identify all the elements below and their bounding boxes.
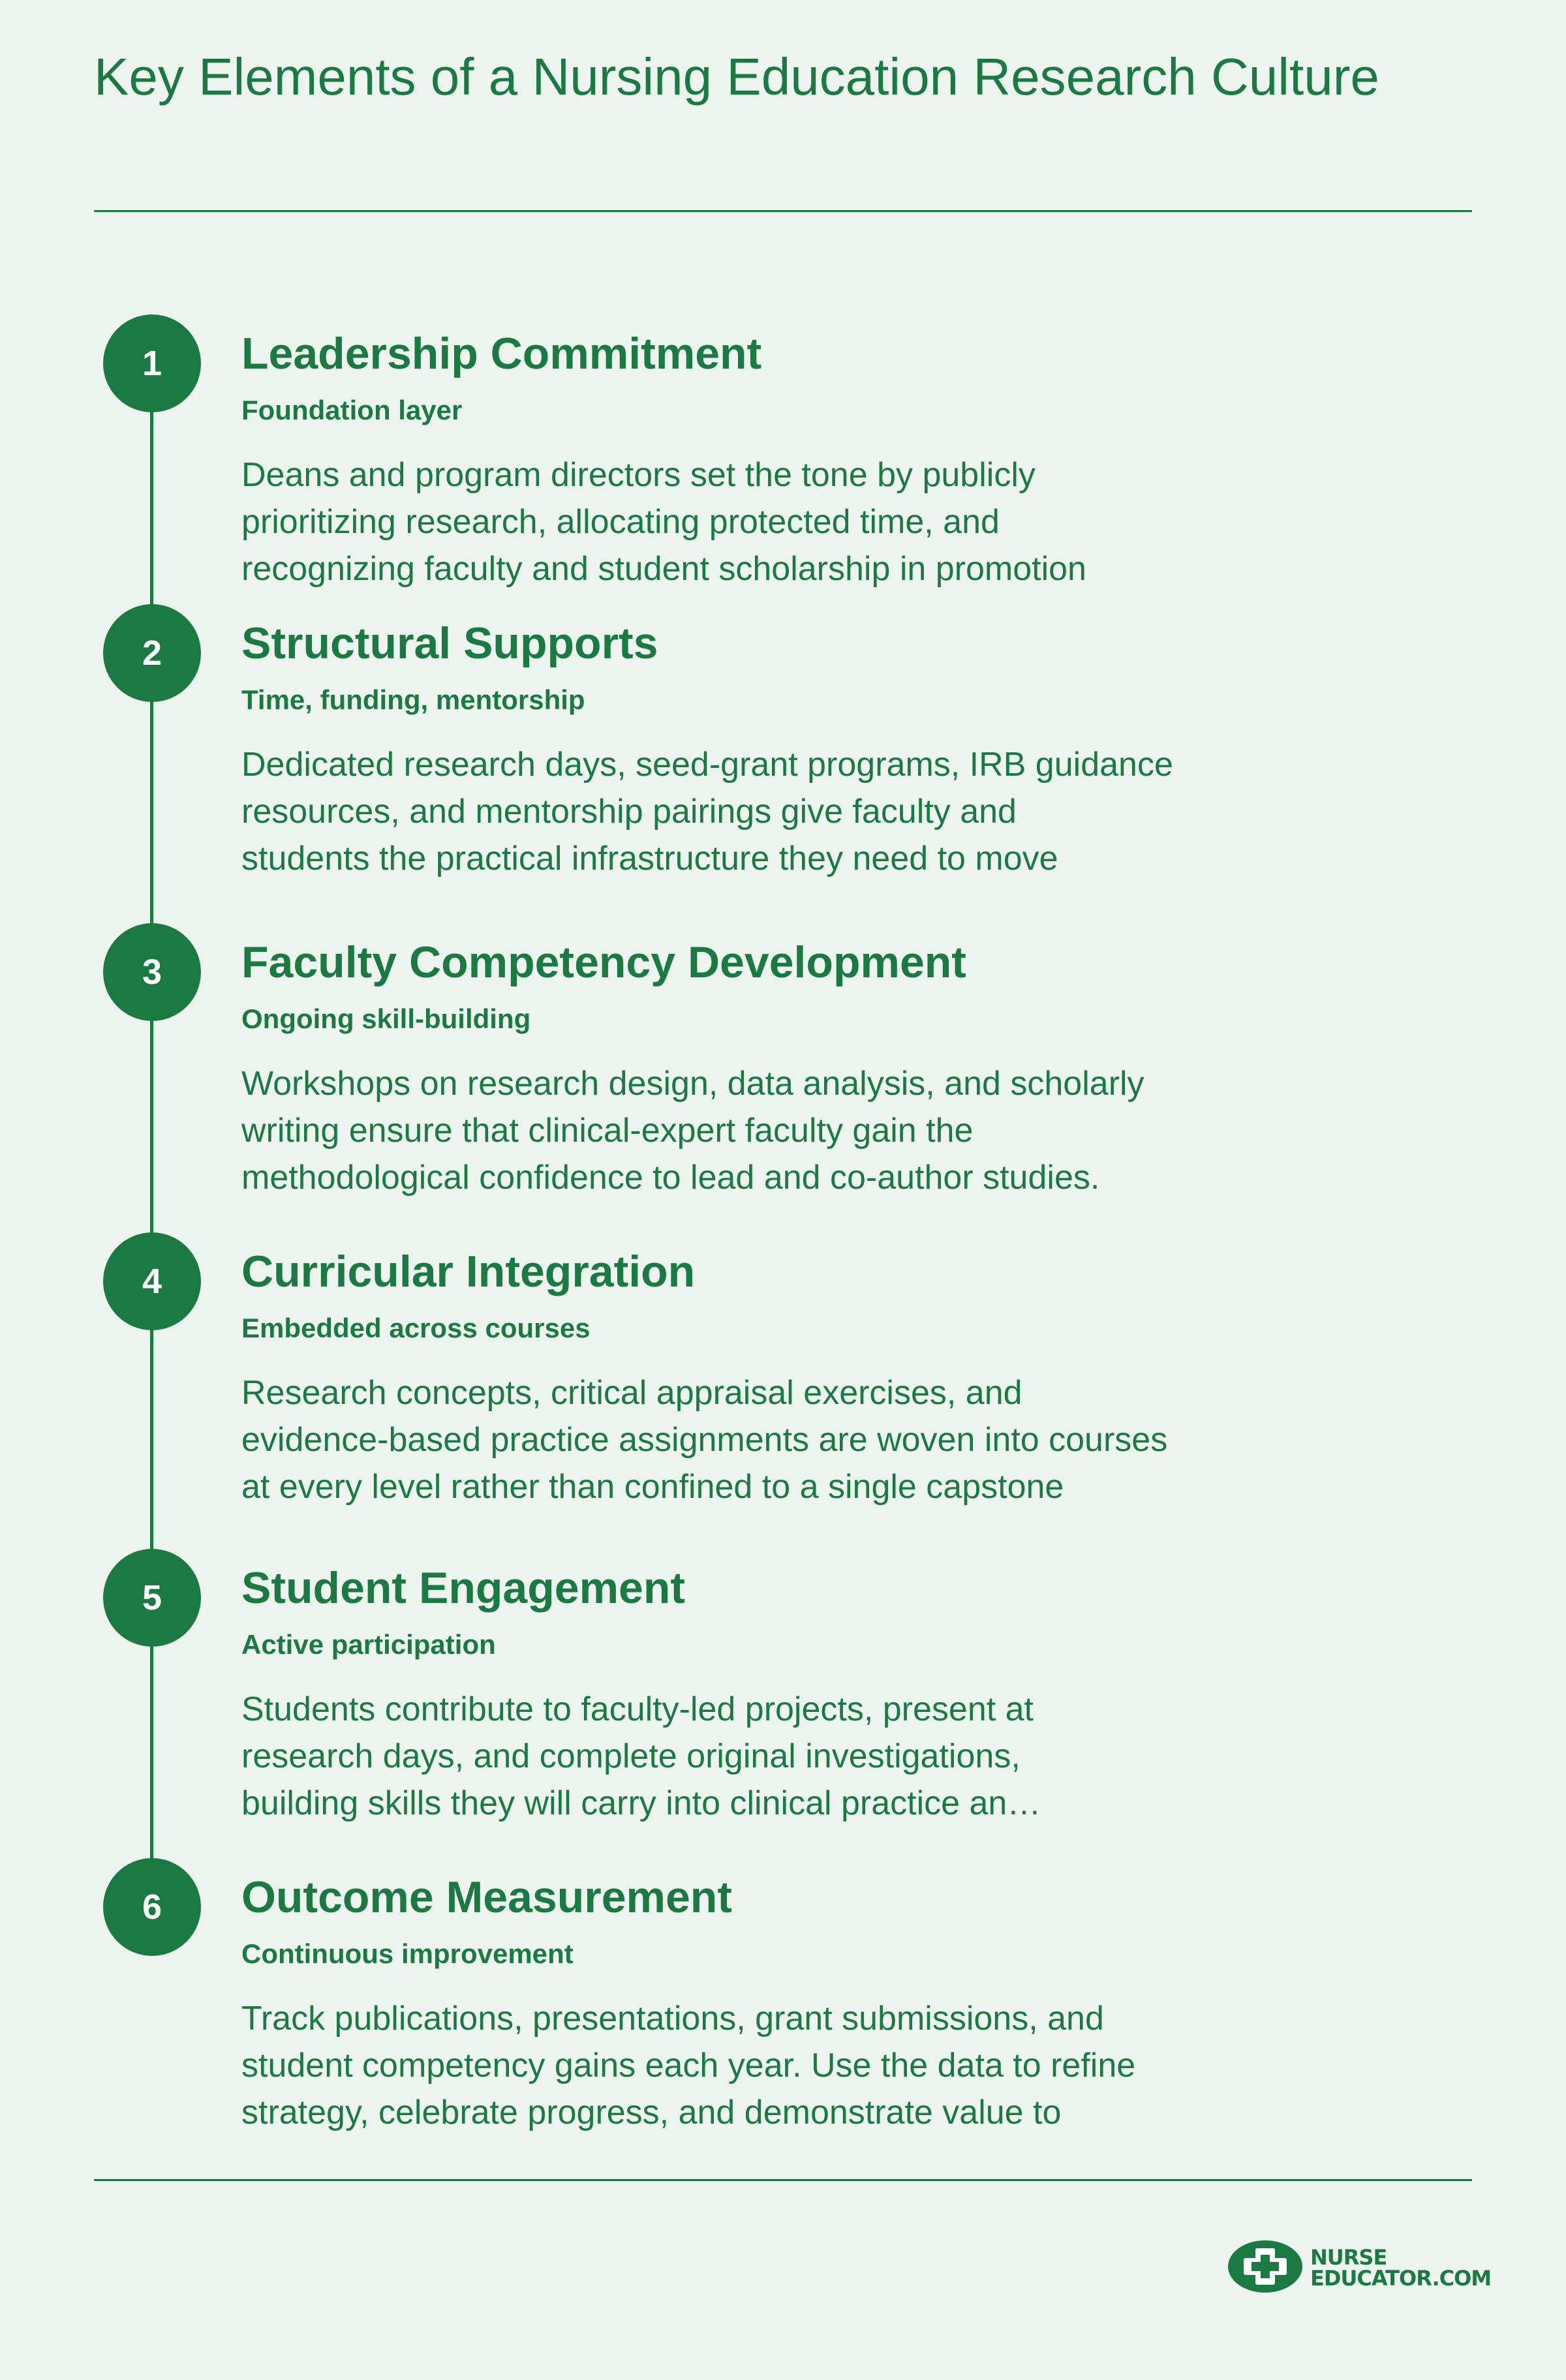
step-number-badge: 5 [103,1549,201,1647]
step-title: Curricular Integration [241,1247,696,1296]
step-item [94,1858,1399,2165]
description-line: evidence-based practice assignments are woven into courses [241,1421,1168,1459]
step-title: Structural Supports [241,618,658,668]
step-number-badge: 2 [103,604,201,702]
top-divider [94,210,1472,212]
step-title: Faculty Competency Development [241,938,966,987]
description-line: students the practical infrastructure they need to move [241,840,1058,877]
description-line: prioritizing research, allocating protected time, and [241,503,1000,541]
description-line: Workshops on research design, data analysis, and scholarly [241,1065,1144,1103]
step-description [241,1995,1259,2136]
bottom-divider [94,2179,1472,2181]
logo-wordmark [1310,2247,1491,2289]
description-line: building skills they will carry into clinical practice an… [241,1784,1041,1822]
step-subtitle: Ongoing skill-building [241,1003,531,1034]
page-title: Key Elements of a Nursing Education Research Culture [94,48,1379,106]
step-item [94,604,1399,911]
description-line: Research concepts, critical appraisal exercises, and [241,1374,1022,1412]
step-title: Student Engagement [241,1563,686,1613]
brand-logo[interactable] [1227,2231,1492,2310]
logo-line-1: NURSE [1310,2245,1387,2270]
step-subtitle: Continuous improvement [241,1938,574,1969]
description-line: methodological confidence to lead and co-author studies. [241,1159,1100,1197]
description-line: recognizing faculty and student scholarship in promotion [241,550,1086,588]
step-number-badge: 1 [103,314,201,412]
description-line: student competency gains each year. Use the data to refine [241,2047,1136,2084]
step-number-badge: 3 [103,923,201,1021]
step-description [241,451,1259,592]
description-line: Students contribute to faculty-led projects, present at [241,1690,1034,1728]
description-line: Track publications, presentations, grant submissions, and [241,2000,1104,2037]
step-title: Outcome Measurement [241,1872,732,1922]
step-subtitle: Active participation [241,1629,496,1660]
step-description [241,1060,1259,1201]
step-subtitle: Time, funding, mentorship [241,684,585,715]
description-line: Deans and program directors set the tone by publicly [241,456,1036,494]
step-description [241,741,1259,882]
step-subtitle: Embedded across courses [241,1313,591,1343]
description-line: writing ensure that clinical-expert faculty gain the [241,1112,974,1150]
step-number-badge: 6 [103,1858,201,1956]
logo-line-2: EDUCATOR.COM [1310,2266,1492,2291]
description-line: at every level rather than confined to a single capstone [241,1468,1064,1506]
step-item [94,1549,1399,1855]
medical-cross-icon [1227,2239,1304,2294]
step-subtitle: Foundation layer [241,395,463,425]
description-line: strategy, celebrate progress, and demonstrate value to [241,2094,1062,2131]
step-item [94,1232,1399,1539]
step-description [241,1369,1259,1510]
description-line: research days, and complete original investigations, [241,1737,1021,1775]
step-title: Leadership Commitment [241,329,762,378]
step-number-badge: 4 [103,1232,201,1330]
description-line: Dedicated research days, seed-grant programs, IRB guidance [241,746,1173,784]
description-line: resources, and mentorship pairings give faculty and [241,793,1017,831]
step-item [94,923,1399,1230]
step-item [94,314,1399,621]
step-description [241,1686,1259,1827]
